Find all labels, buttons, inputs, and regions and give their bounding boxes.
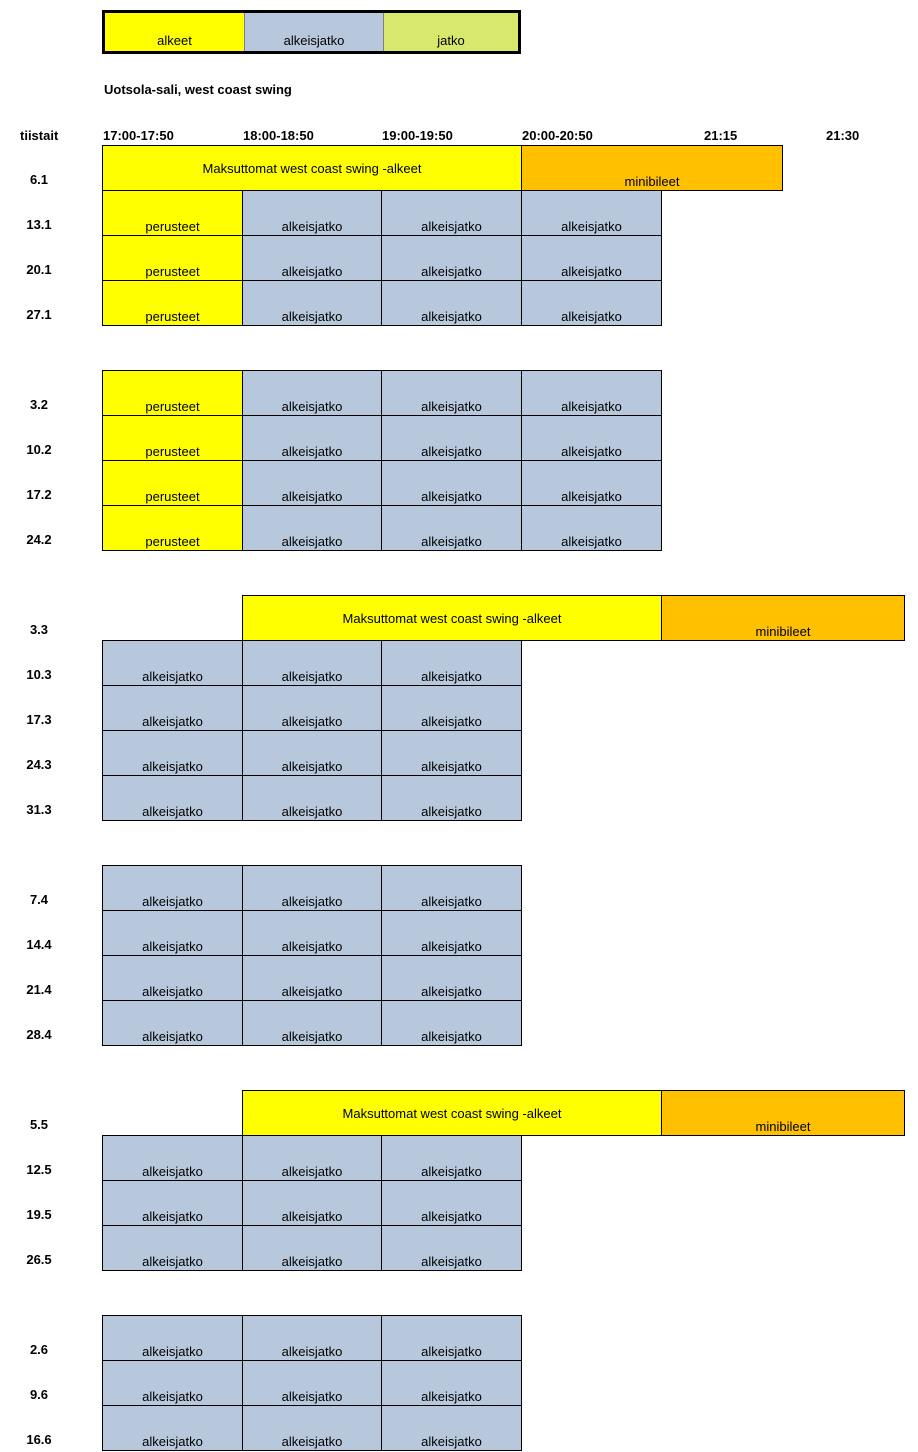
date-label: 27.1 [26,307,52,322]
header-slot-1: 17:00-17:50 [103,128,174,143]
class-slot-alkeisjatko: alkeisjatko [102,1000,243,1046]
header-slot-2: 18:00-18:50 [243,128,314,143]
date-label: 6.1 [29,172,49,187]
date-label: 17.2 [26,487,52,502]
class-slot-alkeisjatko: alkeisjatko [102,865,243,911]
class-slot-alkeisjatko: alkeisjatko [242,370,382,416]
class-slot-alkeisjatko: alkeisjatko [381,415,522,461]
class-slot-alkeisjatko: alkeisjatko [381,865,522,911]
class-slot-alkeisjatko: alkeisjatko [521,190,662,236]
class-slot-alkeisjatko: alkeisjatko [381,1315,522,1361]
date-label: 28.4 [26,1027,52,1042]
event-free-intro: Maksuttomat west coast swing -alkeet [102,145,522,191]
class-slot-alkeisjatko: alkeisjatko [521,370,662,416]
class-slot-alkeisjatko: alkeisjatko [242,775,382,821]
class-slot-alkeisjatko: alkeisjatko [381,1135,522,1181]
class-slot-alkeisjatko: alkeisjatko [242,1180,382,1226]
class-slot-alkeisjatko: alkeisjatko [381,460,522,506]
class-slot-alkeisjatko: alkeisjatko [521,235,662,281]
class-slot-alkeisjatko: alkeisjatko [381,1000,522,1046]
date-label: 17.3 [26,712,52,727]
class-slot-alkeet: perusteet [102,235,243,281]
class-slot-alkeisjatko: alkeisjatko [381,955,522,1001]
class-slot-alkeisjatko: alkeisjatko [102,1180,243,1226]
date-label: 19.5 [26,1207,52,1222]
class-slot-alkeisjatko: alkeisjatko [242,1315,382,1361]
date-label: 3.3 [29,622,49,637]
legend-jatko: jatko [383,13,518,51]
date-label: 7.4 [29,892,49,907]
class-slot-alkeisjatko: alkeisjatko [381,685,522,731]
page-title: Uotsola-sali, west coast swing [104,82,292,97]
date-label: 3.2 [29,397,49,412]
class-slot-alkeisjatko: alkeisjatko [242,505,382,551]
class-slot-alkeet: perusteet [102,460,243,506]
class-slot-alkeisjatko: alkeisjatko [381,190,522,236]
class-slot-alkeisjatko: alkeisjatko [242,415,382,461]
class-slot-alkeisjatko: alkeisjatko [521,505,662,551]
class-slot-alkeisjatko: alkeisjatko [242,280,382,326]
class-slot-alkeisjatko: alkeisjatko [381,1180,522,1226]
date-label: 10.2 [26,442,52,457]
date-label: 5.5 [29,1117,49,1132]
class-slot-alkeisjatko: alkeisjatko [242,685,382,731]
header-slot-5: 21:15 [704,128,738,143]
class-slot-alkeet: perusteet [102,280,243,326]
header-slot-6: 21:30 [826,128,860,143]
class-slot-alkeisjatko: alkeisjatko [102,1405,243,1451]
date-label: 31.3 [26,802,52,817]
date-label: 24.2 [26,532,52,547]
class-slot-alkeisjatko: alkeisjatko [242,1000,382,1046]
date-label: 13.1 [26,217,52,232]
event-free-intro: Maksuttomat west coast swing -alkeet [242,595,662,641]
class-slot-alkeisjatko: alkeisjatko [381,235,522,281]
class-slot-alkeisjatko: alkeisjatko [102,1135,243,1181]
class-slot-alkeisjatko: alkeisjatko [381,640,522,686]
date-label: 12.5 [26,1162,52,1177]
class-slot-alkeisjatko: alkeisjatko [381,1405,522,1451]
class-slot-alkeisjatko: alkeisjatko [242,1135,382,1181]
date-label: 20.1 [26,262,52,277]
class-slot-alkeisjatko: alkeisjatko [242,460,382,506]
date-label: 26.5 [26,1252,52,1267]
date-label: 24.3 [26,757,52,772]
class-slot-alkeet: perusteet [102,415,243,461]
class-slot-alkeisjatko: alkeisjatko [242,1405,382,1451]
header-day: tiistait [20,128,59,143]
header-slot-3: 19:00-19:50 [382,128,453,143]
event-free-intro: Maksuttomat west coast swing -alkeet [242,1090,662,1136]
date-label: 10.3 [26,667,52,682]
class-slot-alkeisjatko: alkeisjatko [242,730,382,776]
class-slot-alkeisjatko: alkeisjatko [242,865,382,911]
class-slot-alkeisjatko: alkeisjatko [381,280,522,326]
class-slot-alkeet: perusteet [102,190,243,236]
class-slot-alkeisjatko: alkeisjatko [521,415,662,461]
class-slot-alkeisjatko: alkeisjatko [102,955,243,1001]
class-slot-alkeisjatko: alkeisjatko [381,1360,522,1406]
class-slot-alkeisjatko: alkeisjatko [381,1225,522,1271]
date-label: 14.4 [26,937,52,952]
date-label: 2.6 [29,1342,49,1357]
header-slot-4: 20:00-20:50 [522,128,593,143]
class-slot-alkeisjatko: alkeisjatko [242,190,382,236]
class-slot-alkeisjatko: alkeisjatko [102,685,243,731]
class-slot-alkeisjatko: alkeisjatko [242,910,382,956]
class-slot-alkeisjatko: alkeisjatko [242,1225,382,1271]
class-slot-alkeisjatko: alkeisjatko [242,1360,382,1406]
event-minibileet: minibileet [661,595,905,641]
class-slot-alkeisjatko: alkeisjatko [521,460,662,506]
legend-alkeisjatko: alkeisjatko [244,13,383,51]
color-legend [102,10,521,54]
class-slot-alkeisjatko: alkeisjatko [381,370,522,416]
class-slot-alkeisjatko: alkeisjatko [381,775,522,821]
class-slot-alkeisjatko: alkeisjatko [242,235,382,281]
class-slot-alkeisjatko: alkeisjatko [381,730,522,776]
date-label: 21.4 [26,982,52,997]
event-minibileet: minibileet [521,145,783,191]
event-minibileet: minibileet [661,1090,905,1136]
class-slot-alkeisjatko: alkeisjatko [102,775,243,821]
class-slot-alkeisjatko: alkeisjatko [102,640,243,686]
date-label: 9.6 [29,1387,49,1402]
class-slot-alkeisjatko: alkeisjatko [521,280,662,326]
class-slot-alkeisjatko: alkeisjatko [102,910,243,956]
class-slot-alkeisjatko: alkeisjatko [381,505,522,551]
legend-alkeet: alkeet [105,13,244,51]
class-slot-alkeisjatko: alkeisjatko [381,910,522,956]
date-label: 16.6 [26,1432,52,1447]
class-slot-alkeisjatko: alkeisjatko [102,730,243,776]
class-slot-alkeet: perusteet [102,370,243,416]
class-slot-alkeisjatko: alkeisjatko [242,955,382,1001]
class-slot-alkeisjatko: alkeisjatko [102,1225,243,1271]
class-slot-alkeisjatko: alkeisjatko [102,1360,243,1406]
class-slot-alkeisjatko: alkeisjatko [102,1315,243,1361]
class-slot-alkeet: perusteet [102,505,243,551]
class-slot-alkeisjatko: alkeisjatko [242,640,382,686]
